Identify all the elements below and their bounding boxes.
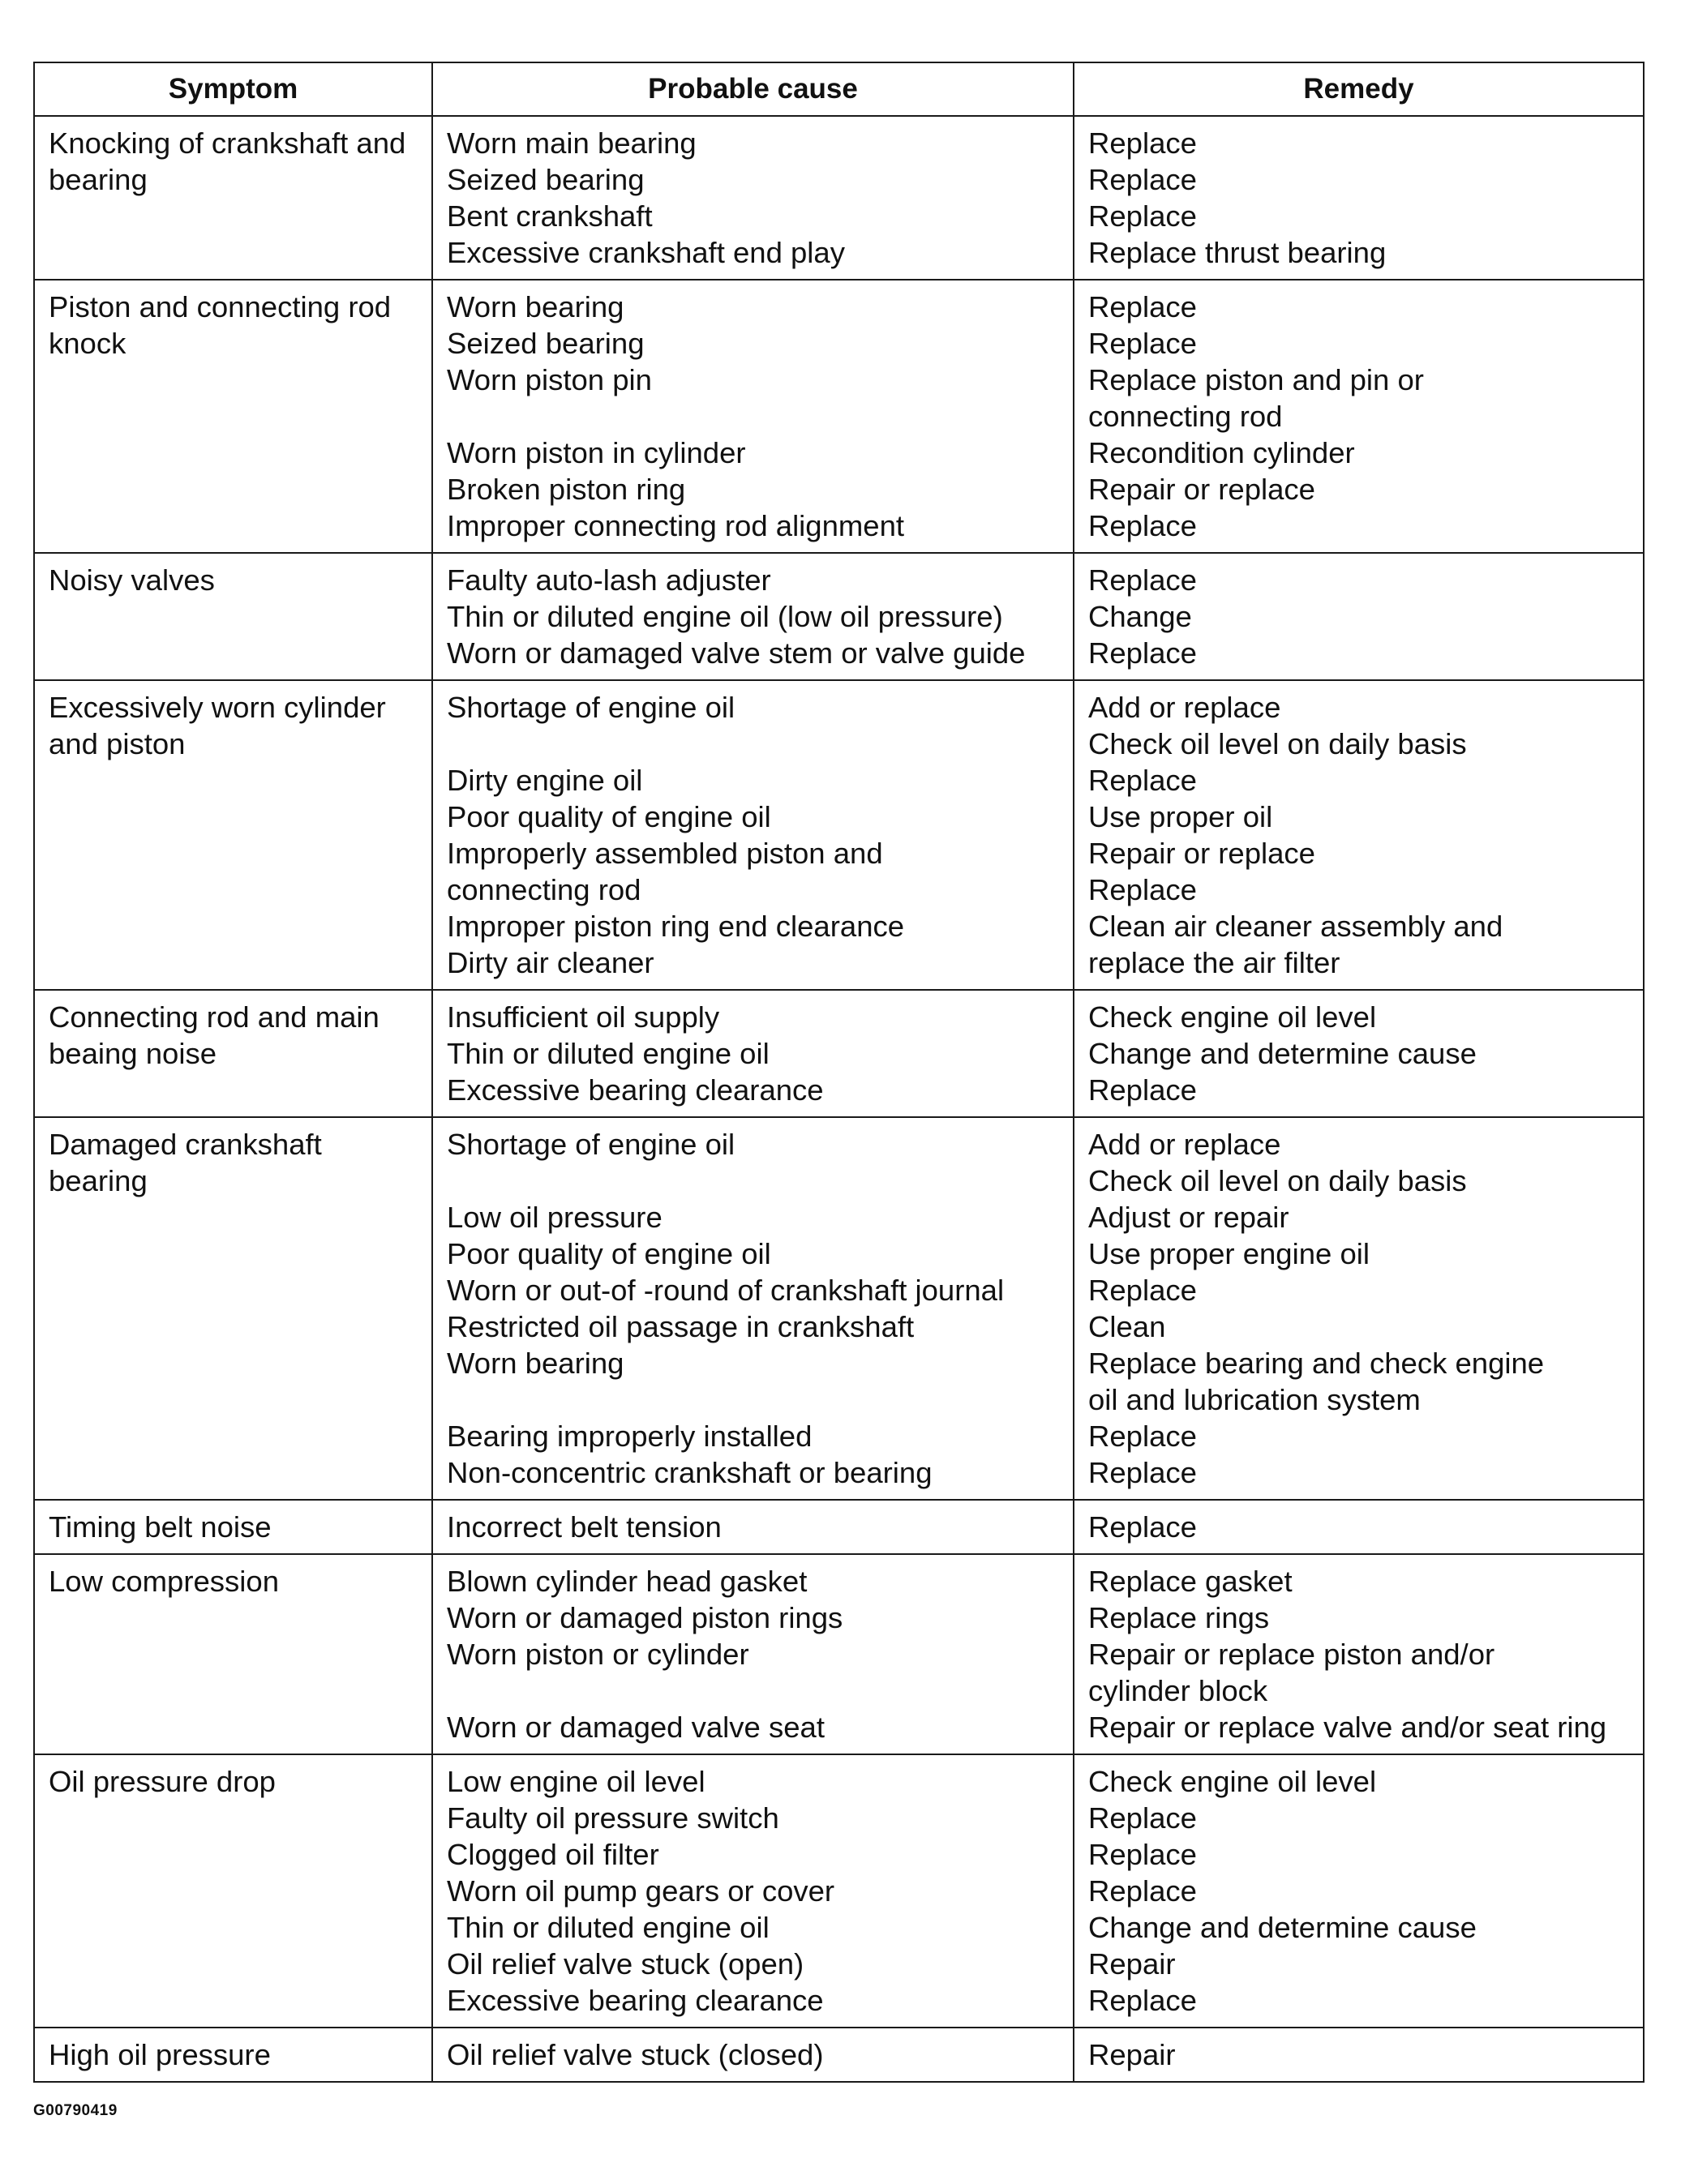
- cause-line: Incorrect belt tension: [447, 1510, 722, 1544]
- symptom-text: Low compression: [49, 1565, 280, 1598]
- table-header-row: [34, 62, 1644, 116]
- remedy-line: Use proper oil: [1088, 800, 1273, 833]
- symptom-cell: [34, 1500, 432, 1554]
- cause-line: Excessive crankshaft end play: [447, 236, 845, 269]
- header-remedy: Remedy: [1074, 62, 1644, 116]
- remedy-line: Repair or replace: [1088, 837, 1315, 870]
- remedy-line: Replace: [1088, 1510, 1197, 1544]
- cause-cell: [432, 1117, 1074, 1500]
- table-row: [34, 553, 1644, 680]
- symptom-cell: [34, 990, 432, 1117]
- remedy-line: Replace: [1088, 1874, 1197, 1908]
- symptom-cell: [34, 553, 432, 680]
- cause-line: Worn bearing: [447, 290, 624, 323]
- troubleshooting-table: [33, 62, 1645, 2083]
- cause-line: Worn piston in cylinder: [447, 436, 746, 469]
- cause-line: Worn or damaged piston rings: [447, 1601, 843, 1634]
- cause-line: Improper piston ring end clearance: [447, 910, 905, 943]
- remedy-line: Clean air cleaner assembly and: [1088, 910, 1503, 943]
- remedy-line: Replace: [1088, 163, 1197, 196]
- cause-line: Oil relief valve stuck (open): [447, 1947, 804, 1981]
- cause-line: Poor quality of engine oil: [447, 1237, 771, 1270]
- cause-line: Worn oil pump gears or cover: [447, 1874, 835, 1908]
- symptom-cell: [34, 680, 432, 990]
- remedy-line: Repair: [1088, 2038, 1176, 2071]
- remedy-line: Replace: [1088, 1984, 1197, 2017]
- remedy-line: Replace thrust bearing: [1088, 236, 1387, 269]
- cause-line: Worn bearing: [447, 1347, 624, 1380]
- cause-line: [447, 398, 1061, 435]
- remedy-line: Replace: [1088, 290, 1197, 323]
- remedy-line: Change and determine cause: [1088, 1911, 1477, 1944]
- symptom-text: Timing belt noise: [49, 1510, 272, 1544]
- symptom-cell: [34, 1554, 432, 1754]
- symptom-text: Piston and connecting rod knock: [49, 290, 392, 360]
- cause-cell: [432, 990, 1074, 1117]
- remedy-line: Check engine oil level: [1088, 1000, 1377, 1034]
- symptom-cell: [34, 280, 432, 553]
- table-row: [34, 1554, 1644, 1754]
- remedy-line: Clean: [1088, 1310, 1166, 1343]
- cause-line: Thin or diluted engine oil (low oil pressure): [447, 600, 1003, 633]
- remedy-line: Replace: [1088, 764, 1197, 797]
- cause-line: Worn piston pin: [447, 363, 652, 396]
- cause-line: Low oil pressure: [447, 1201, 663, 1234]
- symptom-text: Connecting rod and main beaing noise: [49, 1000, 380, 1070]
- table-row: [34, 680, 1644, 990]
- remedy-line: Replace: [1088, 1274, 1197, 1307]
- remedy-cell: [1074, 1754, 1644, 2028]
- remedy-line: connecting rod: [1088, 400, 1283, 433]
- remedy-cell: [1074, 680, 1644, 990]
- remedy-line: Replace gasket: [1088, 1565, 1293, 1598]
- remedy-line: Check oil level on daily basis: [1088, 1164, 1467, 1197]
- table-row: [34, 116, 1644, 280]
- remedy-line: Repair or replace valve and/or seat ring: [1088, 1711, 1607, 1744]
- cause-line: Thin or diluted engine oil: [447, 1037, 770, 1070]
- cause-line: Faulty oil pressure switch: [447, 1801, 779, 1835]
- table-row: [34, 990, 1644, 1117]
- cause-line: Excessive bearing clearance: [447, 1073, 824, 1107]
- cause-line: Worn piston or cylinder: [447, 1638, 749, 1671]
- remedy-line: Check engine oil level: [1088, 1765, 1377, 1798]
- cause-line: Seized bearing: [447, 327, 645, 360]
- cause-line: [447, 1381, 1061, 1418]
- remedy-line: Replace piston and pin or: [1088, 363, 1424, 396]
- symptom-cell: [34, 2028, 432, 2082]
- remedy-line: Replace: [1088, 327, 1197, 360]
- remedy-line: Check oil level on daily basis: [1088, 727, 1467, 760]
- cause-line: [447, 1163, 1061, 1199]
- cause-line: Low engine oil level: [447, 1765, 705, 1798]
- remedy-line: Repair: [1088, 1947, 1176, 1981]
- remedy-line: Replace rings: [1088, 1601, 1270, 1634]
- remedy-cell: [1074, 280, 1644, 553]
- remedy-line: Replace: [1088, 636, 1197, 670]
- cause-line: Dirty air cleaner: [447, 946, 654, 979]
- remedy-line: Change and determine cause: [1088, 1037, 1477, 1070]
- table-row: [34, 280, 1644, 553]
- header-probable-cause: Probable cause: [432, 62, 1074, 116]
- cause-line: Bearing improperly installed: [447, 1420, 813, 1453]
- remedy-cell: [1074, 1117, 1644, 1500]
- remedy-cell: [1074, 1500, 1644, 1554]
- remedy-line: cylinder block: [1088, 1674, 1268, 1707]
- cause-line: Restricted oil passage in crankshaft: [447, 1310, 915, 1343]
- document-code: G00790419: [33, 2102, 118, 2119]
- remedy-line: Replace: [1088, 1456, 1197, 1489]
- cause-line: Blown cylinder head gasket: [447, 1565, 808, 1598]
- cause-cell: [432, 1554, 1074, 1754]
- header-symptom: Symptom: [34, 62, 432, 116]
- remedy-line: Replace: [1088, 563, 1197, 597]
- cause-line: Dirty engine oil: [447, 764, 643, 797]
- remedy-cell: [1074, 2028, 1644, 2082]
- remedy-line: Replace: [1088, 1073, 1197, 1107]
- remedy-line: Add or replace: [1088, 1128, 1281, 1161]
- symptom-text: Knocking of crankshaft and bearing: [49, 126, 406, 196]
- remedy-line: Recondition cylinder: [1088, 436, 1355, 469]
- cause-cell: [432, 280, 1074, 553]
- cause-line: Improperly assembled piston and: [447, 837, 883, 870]
- cause-line: Improper connecting rod alignment: [447, 509, 905, 542]
- symptom-cell: [34, 1117, 432, 1500]
- cause-line: Worn or damaged valve stem or valve guide: [447, 636, 1026, 670]
- remedy-line: Replace: [1088, 1838, 1197, 1871]
- symptom-text: High oil pressure: [49, 2038, 271, 2071]
- cause-cell: [432, 680, 1074, 990]
- cause-line: Broken piston ring: [447, 473, 686, 506]
- symptom-text: Excessively worn cylinder and piston: [49, 691, 386, 760]
- remedy-line: replace the air filter: [1088, 946, 1340, 979]
- cause-line: Bent crankshaft: [447, 199, 653, 233]
- remedy-cell: [1074, 990, 1644, 1117]
- symptom-text: Noisy valves: [49, 563, 215, 597]
- table-body: [34, 116, 1644, 2082]
- cause-line: Oil relief valve stuck (closed): [447, 2038, 824, 2071]
- cause-line: Worn or out-of -round of crankshaft journal: [447, 1274, 1005, 1307]
- cause-line: Shortage of engine oil: [447, 691, 735, 724]
- remedy-cell: [1074, 553, 1644, 680]
- cause-line: [447, 726, 1061, 762]
- remedy-line: Replace: [1088, 1801, 1197, 1835]
- remedy-line: oil and lubrication system: [1088, 1383, 1421, 1416]
- remedy-line: Repair or replace piston and/or: [1088, 1638, 1495, 1671]
- cause-cell: [432, 1754, 1074, 2028]
- remedy-line: Adjust or repair: [1088, 1201, 1289, 1234]
- cause-line: Thin or diluted engine oil: [447, 1911, 770, 1944]
- remedy-line: Add or replace: [1088, 691, 1281, 724]
- table-row: [34, 1754, 1644, 2028]
- remedy-line: Replace: [1088, 126, 1197, 160]
- cause-line: Insufficient oil supply: [447, 1000, 720, 1034]
- cause-cell: [432, 553, 1074, 680]
- remedy-line: Replace: [1088, 199, 1197, 233]
- symptom-text: Damaged crankshaft bearing: [49, 1128, 322, 1197]
- symptom-cell: [34, 1754, 432, 2028]
- table-row: [34, 1117, 1644, 1500]
- remedy-cell: [1074, 116, 1644, 280]
- cause-line: Clogged oil filter: [447, 1838, 659, 1871]
- table-row: [34, 2028, 1644, 2082]
- cause-line: Seized bearing: [447, 163, 645, 196]
- remedy-line: Change: [1088, 600, 1192, 633]
- cause-line: Shortage of engine oil: [447, 1128, 735, 1161]
- cause-line: Faulty auto-lash adjuster: [447, 563, 771, 597]
- remedy-line: Repair or replace: [1088, 473, 1315, 506]
- cause-cell: [432, 2028, 1074, 2082]
- cause-line: Excessive bearing clearance: [447, 1984, 824, 2017]
- symptom-cell: [34, 116, 432, 280]
- cause-line: Worn or damaged valve seat: [447, 1711, 825, 1744]
- cause-line: Poor quality of engine oil: [447, 800, 771, 833]
- cause-cell: [432, 116, 1074, 280]
- remedy-line: Replace: [1088, 873, 1197, 906]
- cause-line: connecting rod: [447, 873, 641, 906]
- cause-line: Worn main bearing: [447, 126, 697, 160]
- cause-cell: [432, 1500, 1074, 1554]
- remedy-line: Replace: [1088, 509, 1197, 542]
- remedy-line: Replace bearing and check engine: [1088, 1347, 1545, 1380]
- cause-line: [447, 1672, 1061, 1709]
- remedy-cell: [1074, 1554, 1644, 1754]
- remedy-line: Use proper engine oil: [1088, 1237, 1370, 1270]
- remedy-line: Replace: [1088, 1420, 1197, 1453]
- table-row: [34, 1500, 1644, 1554]
- symptom-text: Oil pressure drop: [49, 1765, 276, 1798]
- cause-line: Non-concentric crankshaft or bearing: [447, 1456, 933, 1489]
